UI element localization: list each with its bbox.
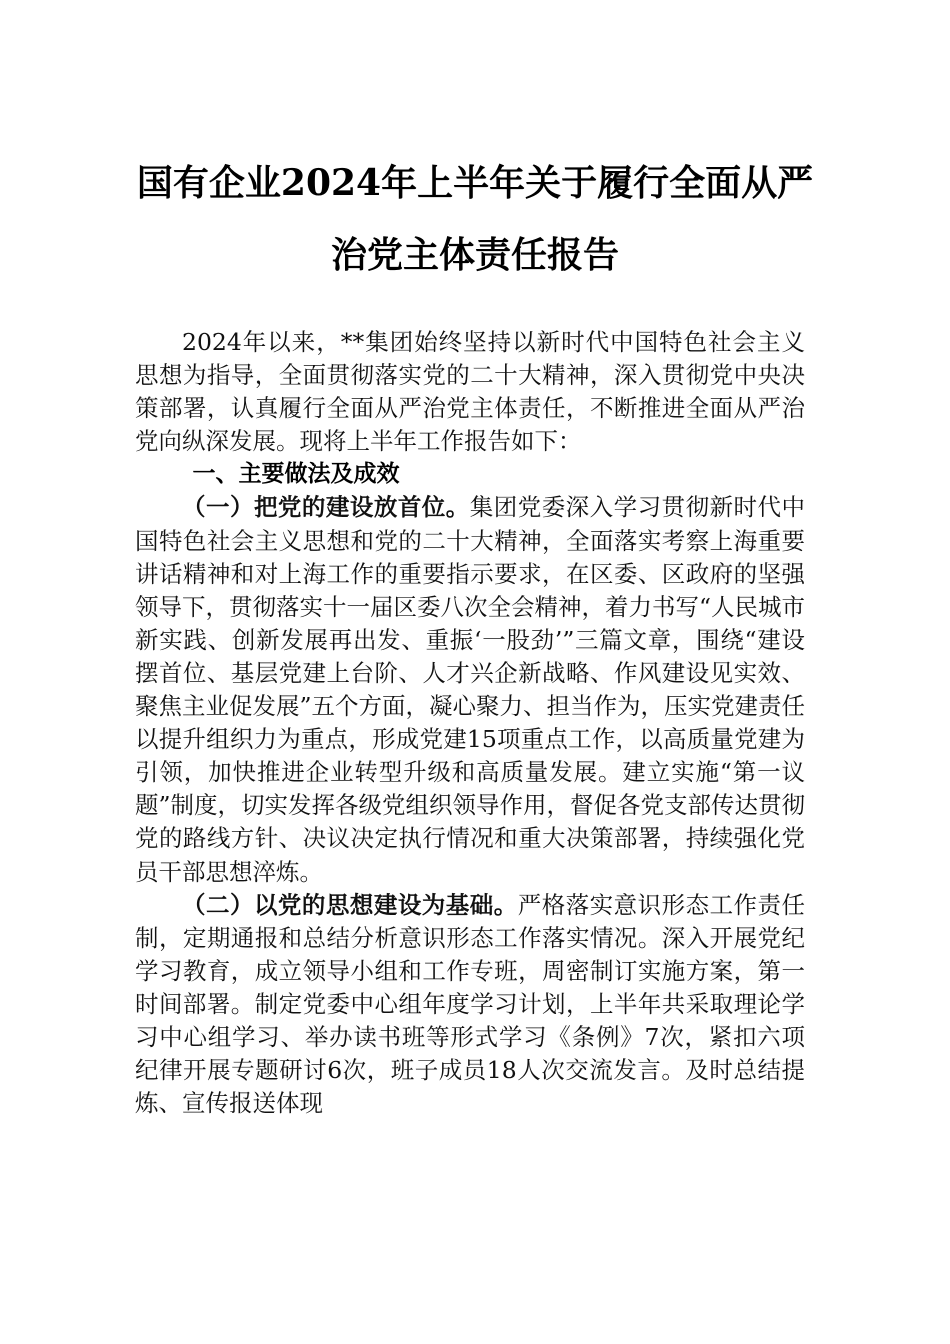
- item-2-text: 严格落实意识形态工作责任制，定期通报和总结分析意识形态工作落实情况。深入开展党纪学习教育，成立领导小组和工作专班，周密制订实施方案，第一时间部署。制定党委中心组年度学习计划，上半年共采取理论学习中心组学习、举办读书班等形式学习《条例》7次，紧扣六项纪律开展专题研讨6次，班子成员18人次交流发言。及时总结提炼、宣传报送体现: [135, 890, 806, 1118]
- intro-paragraph: 2024年以来，**集团始终坚持以新时代中国特色社会主义思想为指导，全面贯彻落实党的二十大精神，深入贯彻党中央决策部署，认真履行全面从严治党主体责任，不断推进全面从严治党向纵深发展。现将上半年工作报告如下：: [135, 328, 805, 456]
- document-title-line-1: 国有企业2024年上半年关于履行全面从严: [136, 162, 814, 204]
- item-1-paragraph: [135, 491, 805, 888]
- item-1-lead: （一）把党的建设放首位。: [182, 493, 470, 522]
- document-title-line-2: 治党主体责任报告: [330, 234, 619, 276]
- section-heading-1: 一、主要做法及成效: [192, 461, 400, 488]
- item-2-lead: （二）以党的思想建设为基础。: [182, 890, 518, 919]
- document-body: [135, 326, 805, 1120]
- item-1-text: 集团党委深入学习贯彻新时代中国特色社会主义思想和党的二十大精神，全面落实考察上海重要讲话精神和对上海工作的重要指示要求，在区委、区政府的坚强领导下，贯彻落实十一届区委八次全会精神，着力书写“人民城市新实践、创新发展再出发、重振‘一股劲’”三篇文章，围绕“建设摆首位、基层党建上台阶、人才兴企新战略、作风建设见实效、聚焦主业促发展”五个方面，凝心聚力、担当作为，压实党建责任以提升组织力为重点，形成党建15项重点工作，以高质量党建为引领，加快推进企业转型升级和高质量发展。建立实施“第一议题”制度，切实发挥各级党组织领导作用，督促各党支部传达贯彻党的路线方针、决议决定执行情况和重大决策部署，持续强化党员干部思想淬炼。: [135, 493, 806, 886]
- item-2-paragraph: [135, 889, 805, 1121]
